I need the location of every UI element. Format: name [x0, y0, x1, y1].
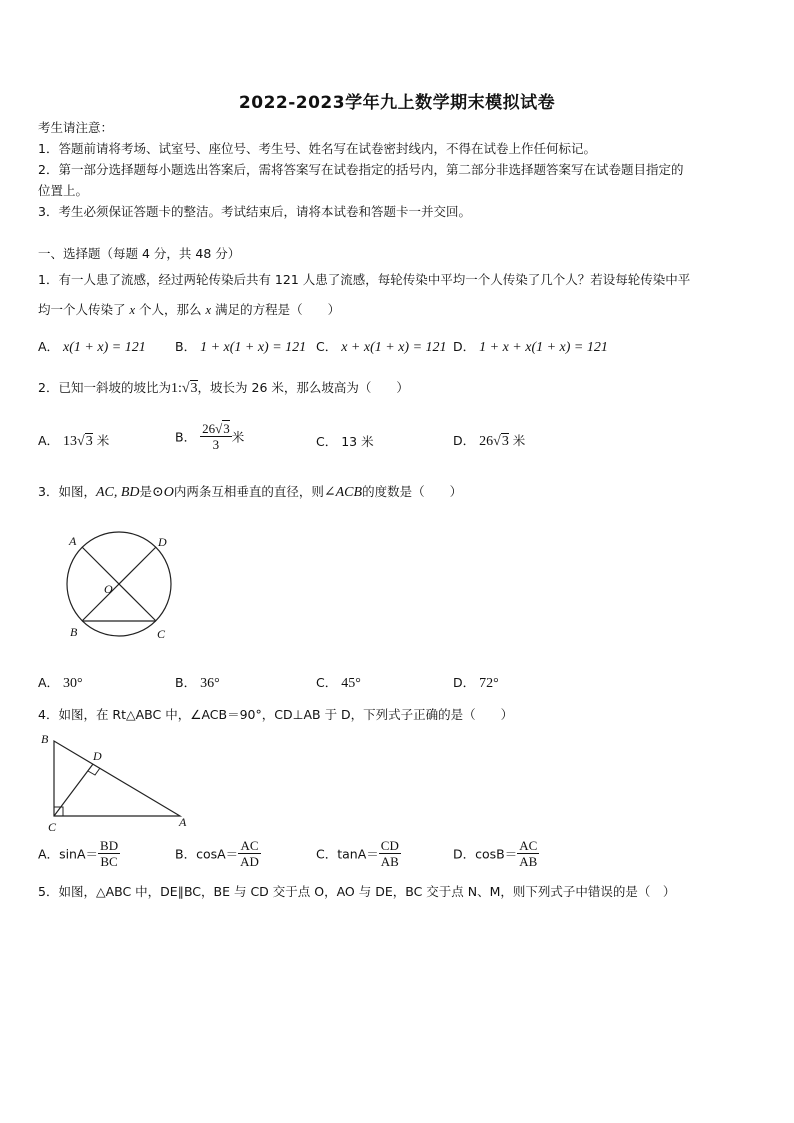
option-expr: 1 + x + x(1 + x) = 121 [479, 340, 608, 355]
option-label: A． [38, 433, 60, 448]
option-fraction [200, 421, 232, 452]
q3-vars: AC, BD [95, 485, 140, 500]
option-function: cosB＝ [475, 846, 518, 862]
option-label: B． [175, 339, 197, 354]
option-label: D． [453, 675, 476, 690]
option-label: C． [316, 434, 338, 449]
q3-stem-d: 的度数是（ ） [362, 484, 463, 499]
radicand: 3 [501, 434, 509, 449]
q1-line2-b: 个人，那么 [139, 302, 202, 317]
option-fraction [517, 838, 539, 869]
q1-option-a[interactable] [38, 337, 146, 356]
q3-stem-a: 3．如图， [38, 484, 96, 499]
option-label: C． [316, 846, 338, 862]
label-c: C [48, 820, 57, 834]
option-expr: x + x(1 + x) = 121 [341, 340, 447, 355]
q3-stem-b: 是 [139, 484, 153, 499]
sqrt: √3 [77, 434, 93, 449]
label-d: D [158, 535, 167, 549]
option-label: A． [38, 846, 60, 862]
label-d: D [93, 749, 102, 763]
option-label: A． [38, 339, 60, 354]
option-label: B． [175, 429, 197, 445]
q1-line2 [38, 302, 340, 318]
q2-stem-a: 2．已知一斜坡的坡比为 [38, 380, 171, 395]
q3-stem [38, 484, 462, 501]
radicand: 3 [223, 421, 230, 436]
label-o: O [104, 582, 113, 596]
option-label: C． [316, 339, 338, 354]
option-unit: 米 [231, 429, 245, 445]
q3-figure-circle [60, 528, 180, 644]
q4-figure-triangle [36, 728, 196, 834]
option-function: tanA＝ [337, 846, 379, 862]
option-fraction [98, 838, 120, 869]
q2-option-a[interactable] [38, 431, 109, 450]
option-coef: 26 [479, 434, 494, 449]
option-text: 13 米 [341, 434, 374, 449]
q3-circle: ⊙O [152, 485, 174, 500]
notice-item-3: 3．考生必须保证答题卡的整洁。考试结束后，请将本试卷和答题卡一并交回。 [38, 204, 471, 219]
option-value: 36° [200, 676, 220, 691]
fraction-denominator: 3 [212, 437, 220, 452]
option-label: D． [453, 433, 476, 448]
option-unit: 米 [512, 433, 526, 448]
q1-option-b[interactable] [175, 337, 306, 356]
q2-ratio-radicand: 3 [190, 381, 198, 396]
label-b: B [70, 625, 78, 639]
q4-option-d[interactable] [453, 838, 539, 869]
option-fraction [238, 838, 261, 869]
q1-line2-a: 均一个人传染了 [38, 302, 126, 317]
q1-line1: 1．有一人患了流感，经过两轮传染后共有 121 人患了流感，每轮传染中平均一个人传染了几个人？若设每轮传染中平 [38, 272, 691, 287]
triangle-abc [54, 741, 180, 816]
notice-item-2-cont: 位置上。 [38, 183, 89, 198]
q3-option-d[interactable] [453, 673, 499, 692]
option-label: A． [38, 675, 60, 690]
label-b: B [41, 732, 49, 746]
fraction-denominator: AB [380, 854, 399, 869]
q4-option-b[interactable] [175, 838, 261, 869]
label-a: A [179, 815, 187, 829]
label-a: A [69, 534, 77, 548]
q2-stem [38, 380, 409, 397]
sqrt: √3 [493, 434, 509, 449]
option-function: sinA＝ [59, 846, 99, 862]
option-value: 30° [63, 676, 83, 691]
fraction-numerator: CD [380, 838, 399, 853]
q3-option-a[interactable] [38, 673, 83, 692]
option-coef: 13 [63, 434, 78, 449]
q2-ratio: 1: [170, 381, 182, 396]
fraction-numerator: BD [100, 838, 119, 853]
fraction-numerator: AC [238, 838, 261, 854]
notice-item-1: 1．答题前请将考场、试室号、座位号、考生号、姓名写在试卷密封线内，不得在试卷上作任何标记。 [38, 141, 596, 156]
q3-option-b[interactable] [175, 673, 220, 692]
altitude-cd [54, 764, 93, 816]
q2-stem-b: ，坡长为 26 米，那么坡高为（ ） [197, 380, 409, 395]
q1-var-x: x [129, 303, 136, 317]
option-unit: 米 [96, 433, 110, 448]
option-value: 45° [341, 676, 361, 691]
q2-option-b[interactable] [175, 421, 244, 452]
notice-heading: 考生请注意： [38, 120, 114, 135]
radicand: 3 [85, 434, 93, 449]
fraction-numerator: 26√3 [202, 421, 230, 436]
option-label: B． [175, 846, 197, 862]
q1-option-d[interactable] [453, 337, 608, 356]
option-expr: x(1 + x) = 121 [63, 340, 146, 355]
q1-line2-c: 满足的方程是（ ） [215, 302, 341, 317]
q4-option-c[interactable] [316, 838, 401, 869]
fraction-denominator: AB [519, 854, 538, 869]
option-expr: 1 + x(1 + x) = 121 [200, 340, 307, 355]
option-label: B． [175, 675, 197, 690]
q1-var-x-2: x [205, 303, 212, 317]
notice-item-2: 2．第一部分选择题每小题选出答案后，需将答案写在试卷指定的括号内，第二部分非选择题答案写在试卷题目指定的 [38, 162, 684, 177]
option-value: 72° [479, 676, 499, 691]
q4-option-a[interactable] [38, 838, 120, 869]
option-label: D． [453, 846, 476, 862]
page-title: 2022-2023学年九上数学期末模拟试卷 [238, 93, 556, 113]
q3-stem-c: 内两条互相垂直的直径，则 [173, 484, 324, 499]
numerator-coef: 26 [202, 421, 216, 436]
q2-option-d[interactable] [453, 431, 525, 450]
option-label: C． [316, 675, 338, 690]
q1-option-c[interactable] [316, 337, 447, 356]
fraction-denominator: AD [240, 854, 259, 869]
option-function: cosA＝ [196, 846, 239, 862]
q2-option-c[interactable] [316, 432, 374, 450]
q3-option-c[interactable] [316, 673, 361, 692]
q4-stem: 4．如图，在 Rt△ABC 中，∠ACB＝90°，CD⊥AB 于 D，下列式子正确的是（ ） [38, 707, 514, 722]
q3-angle: ∠ACB [323, 485, 363, 500]
option-fraction [379, 838, 401, 869]
section-heading: 一、选择题（每题 4 分，共 48 分） [38, 246, 241, 261]
label-c: C [157, 627, 166, 641]
fraction-numerator: AC [519, 838, 538, 853]
fraction-denominator: BC [100, 854, 118, 869]
q2-sqrt: √3 [181, 381, 198, 396]
option-label: D． [453, 339, 476, 354]
q5-stem: 5．如图，△ABC 中，DE∥BC，BE 与 CD 交于点 O，AO 与 DE，BC 交于点 N、M，则下列式子中错误的是（ ） [38, 884, 676, 899]
